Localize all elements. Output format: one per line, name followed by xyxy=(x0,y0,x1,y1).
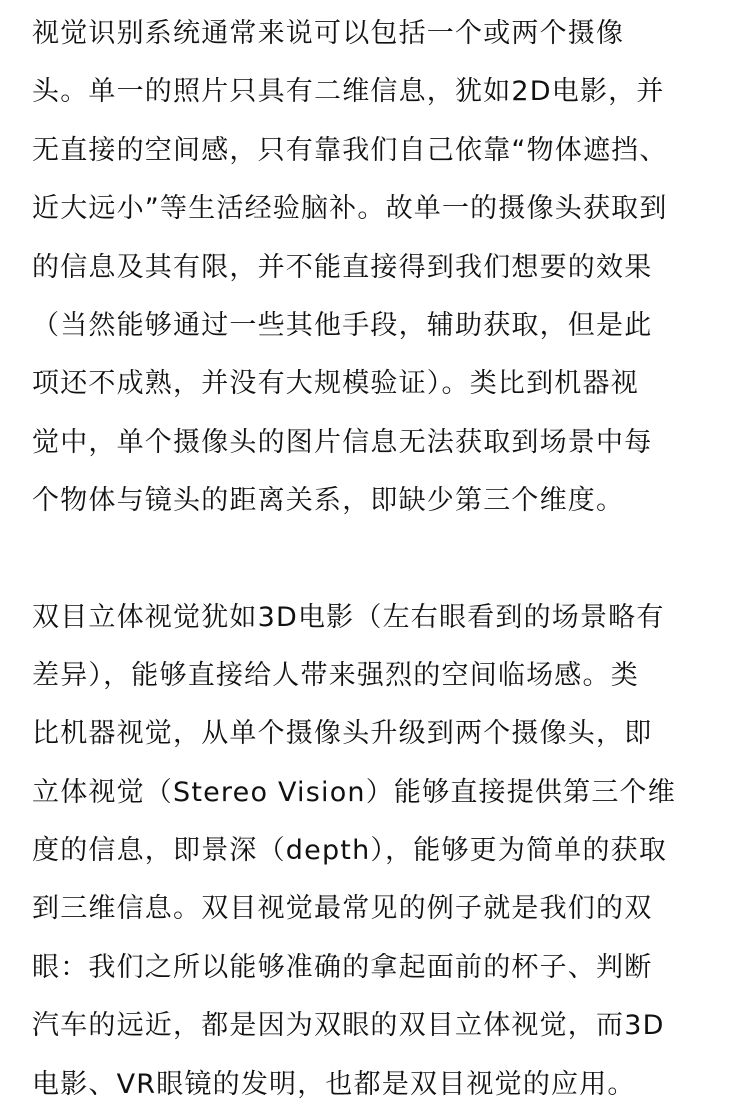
text-line: 比机器视觉，从单个摄像头升级到两个摄像头，即 xyxy=(32,718,653,750)
text-line: 双目立体视觉犹如3D电影（左右眼看到的场景略有 xyxy=(32,601,665,633)
text-line: 头。单一的照片只具有二维信息，犹如2D电影，并 xyxy=(32,76,665,108)
text-line: 汽车的远近，都是因为双眼的双目立体视觉，而3D xyxy=(32,1010,665,1042)
text-line: 到三维信息。双目视觉最常见的例子就是我们的双 xyxy=(32,893,653,925)
text-line: 眼：我们之所以能够准确的拿起面前的杯子、判断 xyxy=(32,951,653,983)
text-line: 的信息及其有限，并不能直接得到我们想要的效果 xyxy=(32,251,653,283)
text-line: 视觉识别系统通常来说可以包括一个或两个摄像 xyxy=(32,18,625,49)
paragraph-monocular-vision xyxy=(32,0,722,531)
article-body xyxy=(32,0,722,1114)
text-line: 度的信息，即景深（depth），能够更为简单的获取 xyxy=(32,835,668,867)
text-line: 近大远小”等生活经验脑补。故单一的摄像头获取到 xyxy=(32,193,668,225)
text-line: 无直接的空间感，只有靠我们自己依靠“物体遮挡、 xyxy=(32,134,668,166)
text-line: 电影、VR眼镜的发明，也都是双目视觉的应用。 xyxy=(32,1068,636,1100)
text-line: 觉中，单个摄像头的图片信息无法获取到场景中每 xyxy=(32,426,653,458)
text-line: 立体视觉（Stereo Vision）能够直接提供第三个维 xyxy=(32,776,676,808)
text-line: （当然能够通过一些其他手段，辅助获取，但是此 xyxy=(32,309,653,341)
text-line: 项还不成熟，并没有大规模验证）。类比到机器视 xyxy=(32,368,639,400)
text-line: 个物体与镜头的距离关系，即缺少第三个维度。 xyxy=(32,485,625,517)
paragraph-stereo-vision xyxy=(32,589,722,1114)
text-line: 差异），能够直接给人带来强烈的空间临场感。类 xyxy=(32,659,639,691)
